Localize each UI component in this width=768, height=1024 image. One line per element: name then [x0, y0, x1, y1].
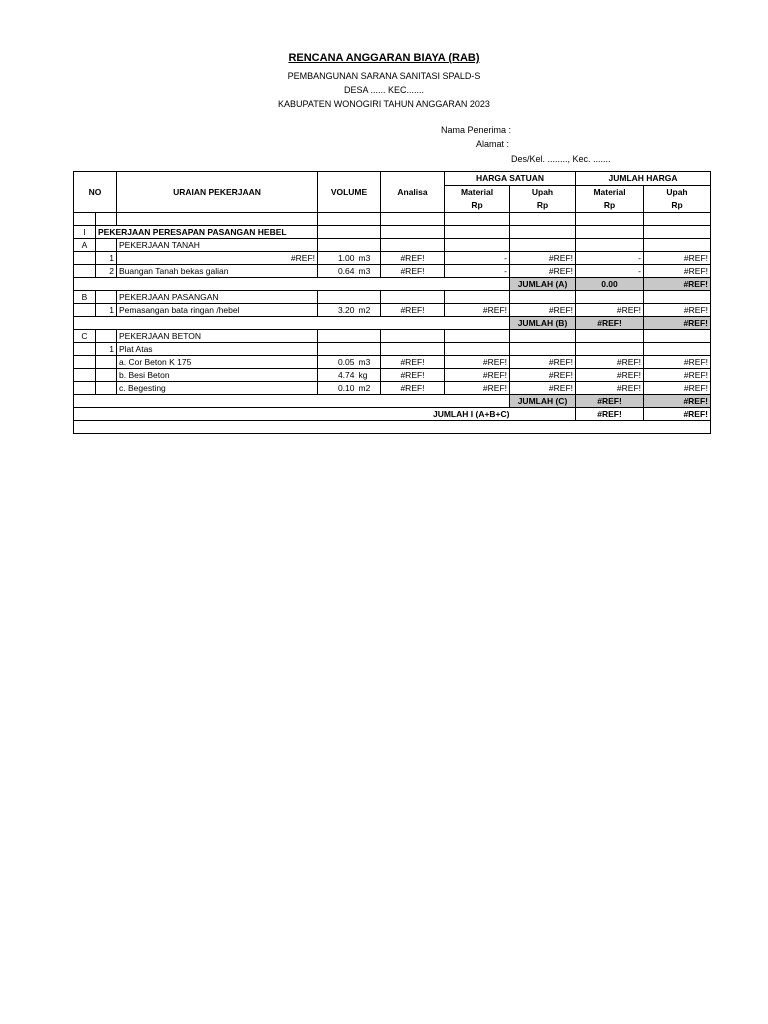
rab-table [73, 171, 711, 434]
table-cell [445, 330, 510, 343]
item-hs-material: #REF! [445, 356, 510, 369]
subtotal-label: JUMLAH (B) [510, 317, 576, 330]
table-cell [445, 343, 510, 356]
table-cell [96, 291, 117, 304]
col-header-upah: Upah [644, 186, 711, 200]
table-cell [74, 356, 96, 369]
item-volume: 4.74 [318, 369, 357, 382]
item-analisa: #REF! [381, 252, 445, 265]
table-cell [576, 239, 644, 252]
item-number: 1 [96, 304, 117, 317]
table-cell [644, 226, 711, 239]
item-unit: m3 [357, 265, 381, 278]
item-jh-upah: #REF! [644, 356, 711, 369]
table-cell [576, 213, 644, 226]
table-cell [357, 330, 381, 343]
table-cell [445, 226, 510, 239]
subtotal-row [74, 317, 711, 330]
item-row [74, 382, 711, 395]
document-title: RENCANA ANGGARAN BIAYA (RAB) [288, 52, 480, 64]
table-cell [381, 239, 445, 252]
item-unit: kg [357, 369, 381, 382]
recipient-name-label: Nama Penerima : [441, 125, 512, 135]
table-cell [74, 304, 96, 317]
item-unit: m3 [357, 356, 381, 369]
col-header-uraian: URAIAN PEKERJAAN [117, 172, 318, 213]
group-code: A [74, 239, 96, 252]
group-title: PEKERJAAN PASANGAN [117, 291, 318, 304]
col-header-harga-satuan: HARGA SATUAN [445, 172, 576, 186]
item-unit: m3 [357, 252, 381, 265]
table-cell [510, 330, 576, 343]
group-code: B [74, 291, 96, 304]
grand-total-row [74, 408, 711, 421]
col-header-upah: Upah [510, 186, 576, 200]
col-header-rp: Rp [576, 199, 644, 213]
item-jh-upah: #REF! [644, 382, 711, 395]
table-cell [381, 291, 445, 304]
table-cell [445, 291, 510, 304]
grand-total-material: #REF! [576, 408, 644, 421]
subtotal-row [74, 278, 711, 291]
table-cell [318, 226, 357, 239]
table-cell [357, 291, 381, 304]
sub-item-label: Plat Atas [117, 343, 318, 356]
table-cell [576, 226, 644, 239]
item-label: Buangan Tanah bekas galian [117, 265, 318, 278]
item-analisa: #REF! [381, 369, 445, 382]
address-label: Alamat : [476, 139, 510, 149]
col-header-material: Material [445, 186, 510, 200]
item-row [74, 356, 711, 369]
spacer-row [74, 213, 711, 226]
table-cell [318, 343, 357, 356]
item-number: 1 [96, 343, 117, 356]
col-header-rp: Rp [644, 199, 711, 213]
table-cell [74, 421, 711, 434]
item-number: 2 [96, 265, 117, 278]
item-number [96, 356, 117, 369]
table-cell [445, 213, 510, 226]
item-hs-upah: #REF! [510, 382, 576, 395]
table-cell [74, 369, 96, 382]
item-row [74, 252, 711, 265]
col-header-material: Material [576, 186, 644, 200]
item-hs-material: #REF! [445, 304, 510, 317]
subtotal-label: JUMLAH (A) [510, 278, 576, 291]
item-jh-upah: #REF! [644, 252, 711, 265]
table-cell [74, 317, 510, 330]
item-hs-upah: #REF! [510, 356, 576, 369]
item-hs-upah: #REF! [510, 265, 576, 278]
table-cell [318, 330, 357, 343]
table-cell [644, 239, 711, 252]
table-cell [510, 226, 576, 239]
item-jh-material: - [576, 265, 644, 278]
item-jh-material: - [576, 252, 644, 265]
table-cell [510, 213, 576, 226]
header-row [74, 172, 711, 186]
table-cell [644, 330, 711, 343]
table-cell [74, 213, 96, 226]
table-cell [96, 239, 117, 252]
table-cell [576, 343, 644, 356]
item-label: b. Besi Beton [117, 369, 318, 382]
table-cell [96, 213, 117, 226]
item-number [96, 369, 117, 382]
item-jh-upah: #REF! [644, 304, 711, 317]
item-row [74, 369, 711, 382]
table-cell [445, 239, 510, 252]
item-hs-material: #REF! [445, 382, 510, 395]
item-jh-material: #REF! [576, 304, 644, 317]
col-header-volume: VOLUME [318, 172, 381, 213]
item-jh-upah: #REF! [644, 265, 711, 278]
regency-line: KABUPATEN WONOGIRI TAHUN ANGGARAN 2023 [278, 99, 490, 109]
col-header-analisa: Analisa [381, 172, 445, 213]
table-cell [318, 291, 357, 304]
table-cell [318, 239, 357, 252]
table-cell [381, 343, 445, 356]
location-line: DESA ...... KEC....... [343, 85, 425, 95]
item-volume: 0.64 [318, 265, 357, 278]
subtotal-label: JUMLAH (C) [510, 395, 576, 408]
subtotal-material: #REF! [576, 317, 644, 330]
section-row [74, 226, 711, 239]
table-cell [510, 291, 576, 304]
item-label: a. Cor Beton K 175 [117, 356, 318, 369]
item-label: c. Begesting [117, 382, 318, 395]
item-analisa: #REF! [381, 304, 445, 317]
item-number [96, 382, 117, 395]
table-cell [74, 395, 510, 408]
table-cell [357, 226, 381, 239]
table-cell [576, 330, 644, 343]
item-row [74, 304, 711, 317]
col-header-rp: Rp [445, 199, 510, 213]
col-header-jumlah-harga: JUMLAH HARGA [576, 172, 711, 186]
table-cell [357, 239, 381, 252]
item-analisa: #REF! [381, 265, 445, 278]
table-cell [510, 239, 576, 252]
item-hs-upah: #REF! [510, 252, 576, 265]
item-unit: m2 [357, 382, 381, 395]
item-volume: 0.05 [318, 356, 357, 369]
table-cell [644, 343, 711, 356]
table-cell [381, 226, 445, 239]
item-unit: m2 [357, 304, 381, 317]
item-hs-material: #REF! [445, 369, 510, 382]
subtotal-upah: #REF! [644, 395, 711, 408]
table-cell [644, 213, 711, 226]
table-cell [74, 278, 510, 291]
item-jh-material: #REF! [576, 369, 644, 382]
table-cell [381, 330, 445, 343]
table-cell [318, 213, 357, 226]
table-cell [510, 408, 576, 421]
group-row [74, 291, 711, 304]
col-header-no: NO [74, 172, 117, 213]
item-analisa: #REF! [381, 382, 445, 395]
table-cell [576, 291, 644, 304]
item-row [74, 265, 711, 278]
item-hs-material: - [445, 265, 510, 278]
item-jh-upah: #REF! [644, 369, 711, 382]
table-cell [510, 343, 576, 356]
item-hs-upah: #REF! [510, 304, 576, 317]
grand-total-upah: #REF! [644, 408, 711, 421]
table-cell [381, 213, 445, 226]
sub-group-row [74, 343, 711, 356]
subtotal-material: #REF! [576, 395, 644, 408]
project-line: PEMBANGUNAN SARANA SANITASI SPALD-S [287, 71, 481, 81]
item-volume: 0.10 [318, 382, 357, 395]
item-label: Pemasangan bata ringan /hebel [117, 304, 318, 317]
table-cell [74, 265, 96, 278]
spacer-row [74, 421, 711, 434]
item-hs-upah: #REF! [510, 369, 576, 382]
group-title: PEKERJAAN TANAH [117, 239, 318, 252]
item-note: #REF! [117, 252, 318, 265]
subtotal-row [74, 395, 711, 408]
item-analisa: #REF! [381, 356, 445, 369]
item-volume: 3.20 [318, 304, 357, 317]
section-title: PEKERJAAN PERESAPAN PASANGAN HEBEL [96, 226, 318, 239]
table-cell [117, 213, 318, 226]
table-cell [74, 343, 96, 356]
table-cell [357, 213, 381, 226]
subtotal-upah: #REF! [644, 278, 711, 291]
group-code: C [74, 330, 96, 343]
item-volume: 1.00 [318, 252, 357, 265]
item-jh-material: #REF! [576, 382, 644, 395]
table-cell [74, 252, 96, 265]
item-jh-material: #REF! [576, 356, 644, 369]
item-number: 1 [96, 252, 117, 265]
group-row [74, 239, 711, 252]
item-hs-material: - [445, 252, 510, 265]
grand-total-label: JUMLAH I (A+B+C) [74, 408, 510, 421]
subtotal-material: 0.00 [576, 278, 644, 291]
subtotal-upah: #REF! [644, 317, 711, 330]
group-row [74, 330, 711, 343]
table-cell [357, 343, 381, 356]
table-cell [96, 330, 117, 343]
section-number: I [74, 226, 96, 239]
table-cell [74, 382, 96, 395]
table-cell [644, 291, 711, 304]
col-header-rp: Rp [510, 199, 576, 213]
village-district-label: Des/Kel. ........, Kec. ....... [511, 154, 611, 164]
group-title: PEKERJAAN BETON [117, 330, 318, 343]
